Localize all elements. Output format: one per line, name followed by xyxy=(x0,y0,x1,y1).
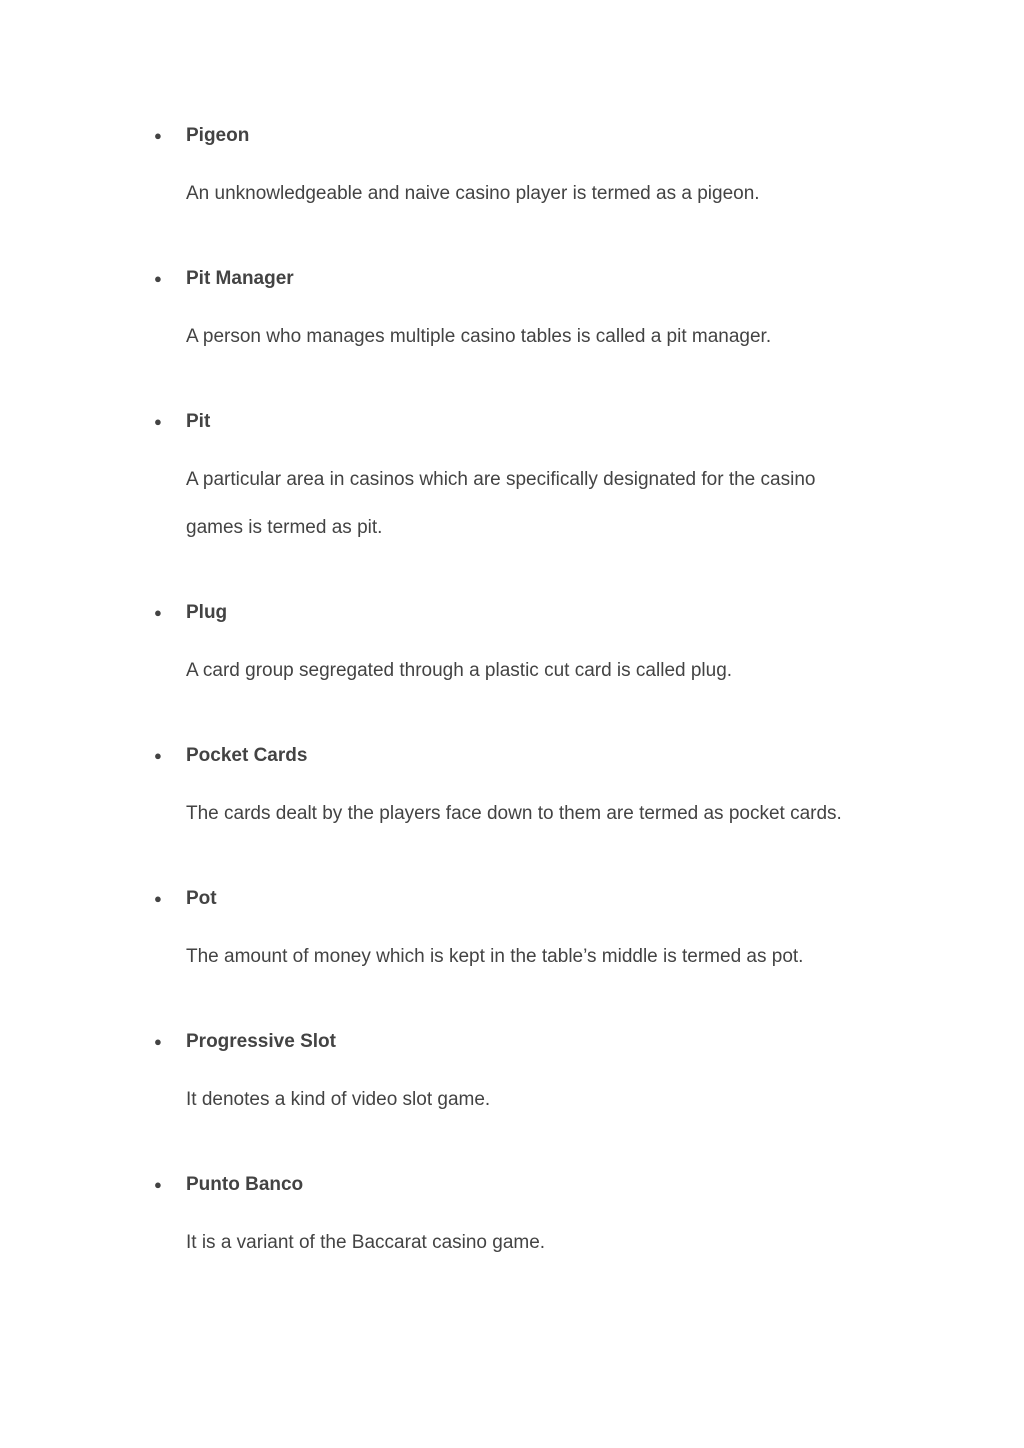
term-title: Punto Banco xyxy=(186,1174,304,1195)
term-row xyxy=(154,1028,894,1056)
term-title: Pocket Cards xyxy=(186,745,308,766)
glossary-entry-pit-manager xyxy=(154,265,894,361)
bullet-icon: ● xyxy=(154,891,162,906)
term-definition xyxy=(154,1056,894,1124)
definition-line: A card group segregated through a plastic cut card is called plug. xyxy=(186,660,733,681)
term-title: Pit Manager xyxy=(186,268,294,289)
definition-line: A person who manages multiple casino tables is called a pit manager. xyxy=(186,326,772,347)
bullet-icon: ● xyxy=(154,748,162,763)
term-row xyxy=(154,599,894,627)
glossary-entry-pot xyxy=(154,885,894,981)
glossary-entry-pit xyxy=(154,408,894,552)
definition-line: games is termed as pit. xyxy=(186,517,383,538)
term-title: Pigeon xyxy=(186,125,250,146)
bullet-icon: ● xyxy=(154,128,162,143)
bullet-icon: ● xyxy=(154,1034,162,1049)
term-row xyxy=(154,408,894,436)
term-title: Progressive Slot xyxy=(186,1031,336,1052)
bullet-icon: ● xyxy=(154,414,162,429)
term-row xyxy=(154,885,894,913)
term-definition xyxy=(154,770,894,838)
term-row xyxy=(154,265,894,293)
term-title: Plug xyxy=(186,602,228,623)
term-definition xyxy=(154,436,894,552)
term-row xyxy=(154,1171,894,1199)
term-definition xyxy=(154,913,894,981)
glossary-entry-plug xyxy=(154,599,894,695)
definition-line: An unknowledgeable and naive casino player is termed as a pigeon. xyxy=(186,183,760,204)
glossary-entry-pocket-cards xyxy=(154,742,894,838)
glossary-entry-punto-banco xyxy=(154,1171,894,1267)
term-row xyxy=(154,122,894,150)
bullet-icon: ● xyxy=(154,271,162,286)
definition-line: The amount of money which is kept in the table’s middle is termed as pot. xyxy=(186,946,804,967)
term-definition xyxy=(154,1199,894,1267)
term-definition xyxy=(154,293,894,361)
term-title: Pit xyxy=(186,411,211,432)
term-definition xyxy=(154,627,894,695)
glossary-entry-progressive-slot xyxy=(154,1028,894,1124)
term-title: Pot xyxy=(186,888,217,909)
definition-line: A particular area in casinos which are specifically designated for the casino xyxy=(186,469,816,490)
bullet-icon: ● xyxy=(154,1177,162,1192)
glossary-entry-pigeon xyxy=(154,122,894,218)
definition-line: It denotes a kind of video slot game. xyxy=(186,1089,491,1110)
definition-line: It is a variant of the Baccarat casino game. xyxy=(186,1232,546,1253)
term-definition xyxy=(154,150,894,218)
term-row xyxy=(154,742,894,770)
definition-line: The cards dealt by the players face down to them are termed as pocket cards. xyxy=(186,803,842,824)
bullet-icon: ● xyxy=(154,605,162,620)
